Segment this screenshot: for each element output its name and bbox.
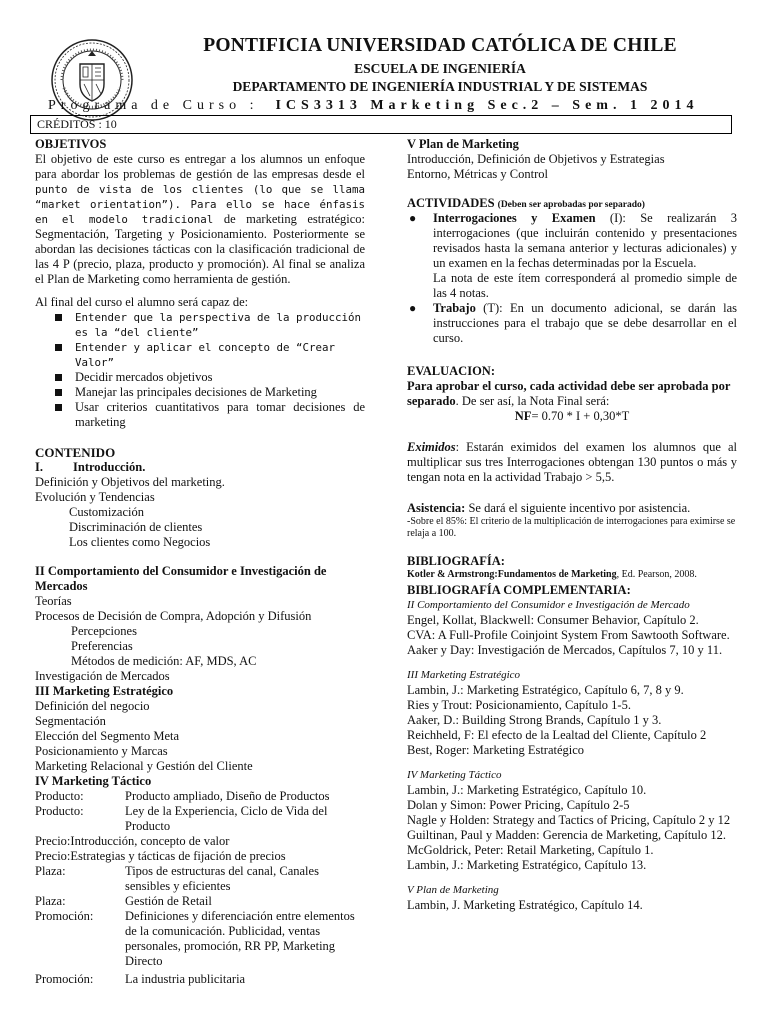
- tactic-key: Plaza:: [35, 894, 66, 908]
- square-bullet-icon: [55, 344, 62, 351]
- tactic-key: Promoción:: [35, 909, 94, 923]
- bib-item: Aaker y Day: Investigación de Mercados, Capítulos 7, 10 y 11.: [407, 643, 723, 657]
- bibliografia-heading: BIBLIOGRAFÍA:: [407, 554, 505, 568]
- content-subitem: Preferencias: [71, 639, 133, 653]
- activity-note: La nota de este ítem corresponderá al promedio simple de las 4 notas.: [433, 271, 737, 300]
- bullet-dot-icon: ●: [409, 211, 417, 225]
- bibliografia-publisher: , Ed. Pearson, 2008.: [616, 569, 697, 580]
- square-bullet-icon: [55, 404, 62, 411]
- content-item: Teorías: [35, 594, 72, 608]
- bullet-text: Entender que la perspectiva de la producción es la “del cliente”: [75, 311, 362, 339]
- bullet-item: [35, 310, 365, 340]
- program-label: Programa de Curso :: [48, 98, 259, 113]
- objetivos-heading: OBJETIVOS: [35, 137, 107, 151]
- eximidos-text: : Estarán eximidos del examen los alumnos que al multiplicar sus tres Interrogaciones obtengan 130 puntos o más y tengan nota en la actividad Trabajo > 5,5.: [407, 440, 737, 484]
- asistencia-line: [407, 501, 737, 516]
- eximidos-paragraph: [407, 440, 737, 485]
- bib-item: Nagle y Holden: Strategy and Tactics of Pricing, Capítulo 2 y 12: [407, 813, 731, 827]
- tactic-row: [35, 804, 365, 834]
- objetivos-paragraph: [35, 152, 365, 287]
- tactic-value: Tipos de estructuras del canal, Canales sensibles y eficientes: [125, 864, 319, 893]
- tactic-key: Producto:: [35, 804, 84, 818]
- section-3-heading: III Marketing Estratégico: [35, 684, 174, 698]
- tactic-row: [35, 894, 365, 909]
- bib-group-title: IV Marketing Táctico: [407, 769, 502, 781]
- bib-item: Reichheld, F: El efecto de la Lealtad del Cliente, Capítulo 2: [407, 728, 707, 742]
- activity-item: [407, 301, 737, 346]
- tactic-key: Producto:: [35, 789, 84, 803]
- asistencia-label: Asistencia:: [407, 501, 466, 515]
- evaluacion-text: [407, 379, 737, 409]
- asistencia-text: Se dará el siguiente incentivo por asistencia.: [465, 501, 691, 515]
- content-subitem: Discriminación de clientes: [69, 520, 203, 534]
- intro-title: Introducción.: [73, 460, 146, 474]
- bib-group-title: II Comportamiento del Consumidor e Investigación de Mercado: [407, 599, 690, 611]
- content-subitem: Percepciones: [71, 624, 137, 638]
- bibliografia-complementaria-heading: BIBLIOGRAFÍA COMPLEMENTARIA:: [407, 583, 631, 597]
- evaluacion-heading: EVALUACION:: [407, 364, 495, 378]
- tactic-key: Plaza:: [35, 864, 66, 878]
- activity-desc: (T): En un documento adicional, se darán las instrucciones para el trabajo que se debe desarrollar en el curso.: [433, 301, 737, 345]
- tactic-value: Gestión de Retail: [125, 894, 212, 908]
- activity-text: [433, 211, 737, 301]
- activity-label: Trabajo: [433, 301, 476, 315]
- bibliografia-main: [407, 569, 737, 581]
- bib-item: Lambin, J. Marketing Estratégico, Capítulo 14.: [407, 898, 643, 912]
- section-2-heading: II Comportamiento del Consumidor e Investigación de Mercados: [35, 564, 327, 593]
- actividades-heading: [407, 196, 737, 211]
- bullet-text: Decidir mercados objetivos: [75, 370, 213, 384]
- program-code: ICS3313 Marketing Sec.2 – Sem. 1 2014: [275, 98, 699, 113]
- bib-item: Best, Roger: Marketing Estratégico: [407, 743, 585, 757]
- activity-item: [407, 211, 737, 301]
- activity-desc: (I): Se realizarán 3 interrogaciones (que incluirán contenido y presentaciones revisados hasta la semana anterior y lecturas adicionales) y un examen en la fechas determinadas por la Escuela.: [433, 211, 737, 270]
- bib-item: Lambin, J.: Marketing Estratégico, Capítulo 6, 7, 8 y 9.: [407, 683, 684, 697]
- plan-item: Introducción, Definición de Objetivos y Estrategias: [407, 152, 665, 166]
- content-subitem: Métodos de medición: AF, MDS, AC: [71, 654, 257, 668]
- content-item: Marketing Relacional y Gestión del Cliente: [35, 759, 253, 773]
- content-item: Definición del negocio: [35, 699, 150, 713]
- bullet-item: [35, 370, 365, 385]
- asistencia-note: -Sobre el 85%: El criterio de la multiplicación de interrogaciones para eximirse se relaja a 100.: [407, 516, 736, 539]
- bib-item: Aaker, D.: Building Strong Brands, Capítulo 1 y 3.: [407, 713, 662, 727]
- actividades-note: (Deben ser aprobadas por separado): [497, 200, 645, 210]
- tactic-row: [35, 909, 365, 969]
- bib-group-title: III Marketing Estratégico: [407, 669, 521, 681]
- bullet-text: Manejar las principales decisiones de Marketing: [75, 385, 317, 399]
- content-item: Definición y Objetivos del marketing.: [35, 475, 225, 489]
- content-item: Investigación de Mercados: [35, 669, 170, 683]
- university-title: PONTIFICIA UNIVERSIDAD CATÓLICA DE CHILE: [203, 35, 677, 56]
- evaluacion-rest: . De ser así, la Nota Final será:: [455, 394, 610, 408]
- tactic-row: [35, 864, 365, 894]
- bullet-text: Entender y aplicar el concepto de “Crear Valor”: [75, 341, 336, 369]
- bib-item: Ries y Trout: Posicionamiento, Capítulo 1-5.: [407, 698, 631, 712]
- objetivos-text-1: El objetivo de este curso es entregar a los alumnos un enfoque para abordar los problemas de gestión de las empresas desde el: [35, 152, 365, 181]
- tactic-key: Promoción:: [35, 972, 94, 986]
- nf-expression: = 0.70 * I + 0,30*T: [531, 409, 630, 423]
- eximidos-label: Eximidos: [407, 440, 456, 454]
- tactic-value: Ley de la Experiencia, Ciclo de Vida del Producto: [125, 804, 328, 833]
- intro-number: I.: [35, 460, 43, 474]
- content-item: Evolución y Tendencias: [35, 490, 155, 504]
- nf-label: NF: [514, 409, 532, 423]
- square-bullet-icon: [55, 374, 62, 381]
- content-item: Elección del Segmento Meta: [35, 729, 180, 743]
- capaz-text: Al final del curso el alumno será capaz de:: [35, 295, 249, 309]
- activity-text: [433, 301, 737, 346]
- bib-item: CVA: A Full-Profile Coinjoint System From Sawtooth Software.: [407, 628, 730, 642]
- intro-heading: [35, 460, 365, 475]
- bib-item: Engel, Kollat, Blackwell: Consumer Behavior, Capítulo 2.: [407, 613, 699, 627]
- left-column: [35, 137, 365, 987]
- objetivos-text-mono: punto de vista de los clientes (lo que se llama “market orientation”). Para ello se hace énfasis en el modelo tradicional: [35, 183, 365, 226]
- nf-formula: [407, 409, 737, 424]
- activity-label: Interrogaciones y Examen: [433, 211, 596, 225]
- bib-item: McGoldrick, Peter: Retail Marketing, Capítulo 1.: [407, 843, 654, 857]
- square-bullet-icon: [55, 314, 62, 321]
- content-item: Precio:Estrategias y tácticas de fijación de precios: [35, 849, 286, 863]
- contenido-heading: CONTENIDO: [35, 445, 116, 460]
- bullet-item: [35, 340, 365, 370]
- school-title: ESCUELA DE INGENIERÍA: [354, 61, 526, 76]
- right-column: [407, 137, 737, 913]
- department-title: DEPARTAMENTO DE INGENIERÍA INDUSTRIAL Y DE SISTEMAS: [232, 79, 648, 94]
- content-item: Posicionamiento y Marcas: [35, 744, 168, 758]
- actividades-title: ACTIVIDADES: [407, 196, 495, 210]
- bullet-item: [35, 385, 365, 400]
- content-item: Precio:Introducción, concepto de valor: [35, 834, 230, 848]
- objetivos-text-2: de marketing estratégico: Segmentación, Targeting y Posicionamiento. Posteriormente se abordan las decisiones tácticas con la clasificación tradicional de las 4 P (precio, plaza, producto y promoción). Al final se analiza el Plan de Marketing como herramienta de gestión.: [35, 212, 365, 286]
- bib-item: Lambin, J.: Marketing Estratégico, Capítulo 10.: [407, 783, 647, 797]
- bullet-text: Usar criterios cuantitativos para tomar decisiones de marketing: [75, 400, 365, 429]
- tactic-value: La industria publicitaria: [125, 972, 246, 986]
- bib-item: Guiltinan, Paul y Madden: Gerencia de Marketing, Capítulo 12.: [407, 828, 727, 842]
- tactic-row: [35, 789, 365, 804]
- tactic-row: [35, 972, 365, 987]
- bib-item: Lambin, J.: Marketing Estratégico, Capítulo 13.: [407, 858, 647, 872]
- plan-heading: V Plan de Marketing: [407, 137, 519, 151]
- credits-box: [30, 115, 732, 134]
- tactic-value: Producto ampliado, Diseño de Productos: [125, 789, 330, 803]
- section-4-heading: IV Marketing Táctico: [35, 774, 152, 788]
- tactic-value: Definiciones y diferenciación entre elementos de la comunicación. Publicidad, ventas personales, promoción, RR PP, Marketing Directo: [125, 909, 355, 968]
- bib-item: Dolan y Simon: Power Pricing, Capítulo 2-5: [407, 798, 630, 812]
- evaluacion-bold: Para aprobar el curso, cada actividad debe ser aprobada por separado: [407, 379, 731, 408]
- square-bullet-icon: [55, 389, 62, 396]
- credits-text: CRÉDITOS : 10: [37, 117, 117, 131]
- content-subitem: Customización: [69, 505, 144, 519]
- content-subitem: Los clientes como Negocios: [69, 535, 211, 549]
- bullet-dot-icon: ●: [409, 301, 417, 315]
- plan-item: Entorno, Métricas y Control: [407, 167, 548, 181]
- course-program-line: [48, 98, 698, 114]
- bibliografia-book: Kotler & Armstrong:Fundamentos de Marketing: [407, 569, 617, 580]
- bullet-item: [35, 400, 365, 430]
- bib-group-title: V Plan de Marketing: [407, 884, 499, 896]
- content-item: Segmentación: [35, 714, 106, 728]
- content-item: Procesos de Decisión de Compra, Adopción y Difusión: [35, 609, 312, 623]
